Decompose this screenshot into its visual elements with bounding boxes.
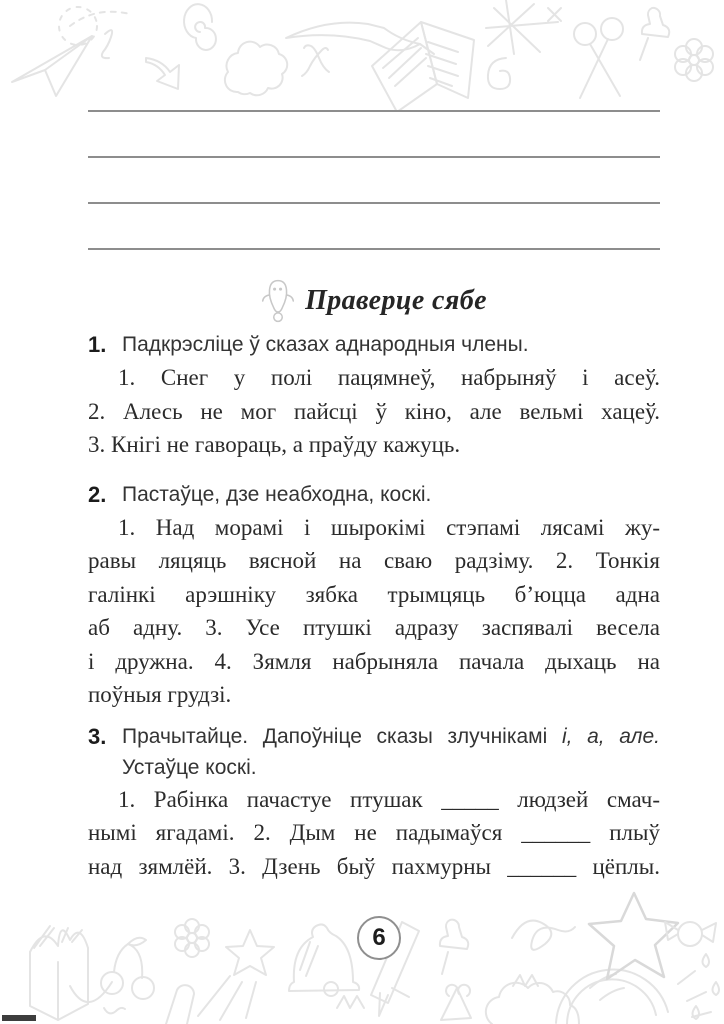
instruction-line [122,721,660,752]
page-corner-mark [2,1015,36,1021]
candy-icon [665,922,716,946]
exercise-1 [88,328,660,462]
hairpin-icon [166,985,194,1024]
exercise-instruction [122,721,660,783]
answer-line [88,110,660,156]
exercise-3-header [88,721,660,783]
binder-clip-icon [441,985,471,1020]
text-line: аб адну. 3. Усе птушкі адразу заспявалі весела [88,615,660,640]
text-line: і дружна. 4. Зямля набрыняла пачала дыхаць на [88,648,660,674]
text-line: 1. Рабінка пачастуе птушак _____ людзей смач- [118,786,660,812]
exercise-1-body [88,361,660,462]
section-title: Праверце сябе [305,285,487,316]
text-line: 1. Над морамі і шырокімі стэпамі лясамі жу- [118,514,660,540]
text-line: галінкі арэшніку зябка трымцяць б’юцца адна [88,581,660,607]
shooting-star-icon [198,930,274,1020]
exercise-2-header [88,478,660,511]
sentence-line: 3. Кнігі не гавораць, а праўду кажуць. [88,432,461,457]
text-line: над зямлёй. 3. Дзень быў пахмурны ______ цёплы. [88,853,660,879]
page-content [88,0,660,883]
exercise-2 [88,478,660,712]
instruction-conjunctions: і, а, але. [561,724,661,748]
instruction-line: Устаўце коскі. [122,755,257,779]
cherries-icon [101,938,154,999]
exercise-number: 2. [88,481,107,507]
exercise-3 [88,721,660,884]
exercise-instruction: Падкрэсліце ў сказах аднародныя члены. [122,333,529,356]
raindrops-icon [693,954,720,1019]
exercise-2-body [88,511,660,712]
exercise-instruction: Пастаўце, дзе неабходна, коскі. [122,482,432,506]
standing-book-icon [30,926,112,1020]
exercise-number: 3. [88,723,107,749]
pushpin-icon [440,920,468,974]
sentence-line: 1. Снег у полі пацямнеў, набрыняў і асеў. [118,365,660,390]
answer-line [88,156,660,202]
exclamation-mark-character-icon [261,276,295,326]
page-number: 6 [372,924,386,951]
big-star-icon [589,893,678,979]
exercise-1-header [88,328,660,361]
text-line: равы ляцяць вясной на сваю радзіму. 2. Тонкія [88,548,660,573]
cloud-icon [486,983,579,1024]
flower-icon [175,919,209,957]
section-heading [88,274,660,328]
answer-lines [88,110,660,250]
text-line: поўныя грудзі. [88,682,232,707]
rainbow-icon [556,970,711,1024]
bottom-doodles [0,890,724,1024]
flower-icon [675,39,713,81]
instruction-text: Прачытайце. Дапоўніце сказы злучнікамі [122,724,548,748]
page-number-badge [357,916,401,960]
exercise-3-body [88,783,660,884]
note-squiggle-icon [104,1008,125,1014]
answer-line [88,202,660,248]
sentence-line: 2. Алесь не мог пайсці ў кіно, але вельмі хацеў. [88,398,660,424]
answer-line [88,248,660,250]
exercise-number: 1. [88,332,107,357]
scribble-icon [512,921,575,986]
bell-icon [289,924,359,996]
zigzag-icon [337,996,364,1008]
text-line: нымі ягадамі. 2. Дым не падымаўся ______ плыў [88,820,660,845]
